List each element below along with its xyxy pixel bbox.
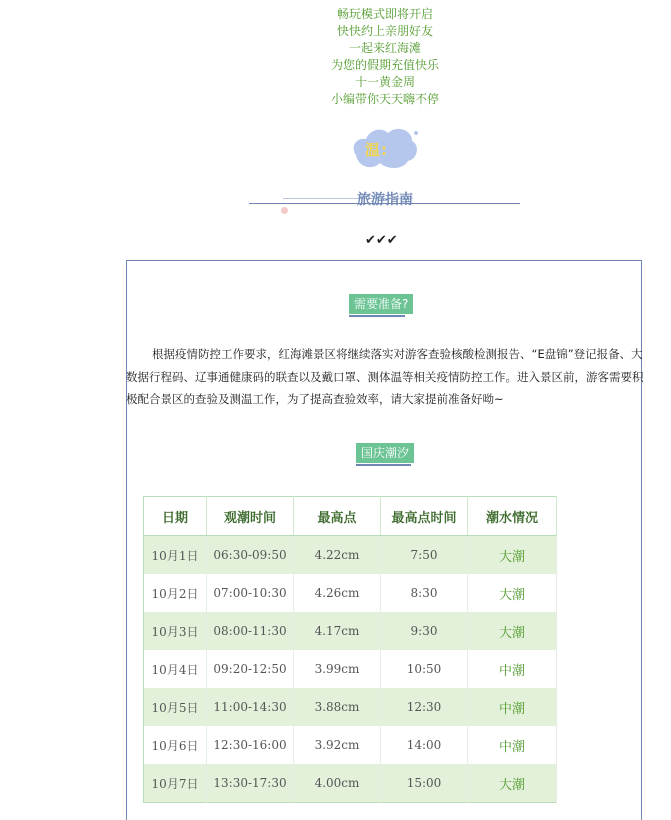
table-row xyxy=(144,612,557,650)
table-row xyxy=(144,688,557,726)
section-title: 旅游指南 xyxy=(357,192,413,208)
table-row xyxy=(144,536,557,575)
cell-peak-time: 14:00 xyxy=(381,726,468,764)
table-header-row xyxy=(144,497,557,536)
cell-peak-time: 15:00 xyxy=(381,764,468,803)
cell-tide-status: 大潮 xyxy=(468,764,557,803)
cell-peak: 4.26cm xyxy=(294,574,381,612)
header-peak-time: 最高点时间 xyxy=(381,497,468,536)
intro-text-block xyxy=(0,6,671,108)
tide-tag: 国庆潮汐 xyxy=(356,443,414,463)
cell-viewing-time: 13:30-17:30 xyxy=(207,764,294,803)
cell-viewing-time: 09:20-12:50 xyxy=(207,650,294,688)
tag-underline xyxy=(356,464,411,466)
intro-line: 快快约上亲朋好友 xyxy=(336,24,433,38)
cell-peak-time: 12:30 xyxy=(381,688,468,726)
table-row xyxy=(144,726,557,764)
cell-date: 10月5日 xyxy=(144,688,207,726)
cell-peak-time: 9:30 xyxy=(381,612,468,650)
cell-peak-time: 7:50 xyxy=(381,536,468,575)
cell-peak: 3.88cm xyxy=(294,688,381,726)
cell-date: 10月7日 xyxy=(144,764,207,803)
header-tide-status: 潮水情况 xyxy=(468,497,557,536)
tag-underline xyxy=(349,315,405,317)
cell-peak: 4.17cm xyxy=(294,612,381,650)
badge-text: 温: xyxy=(365,141,388,159)
cell-peak-time: 10:50 xyxy=(381,650,468,688)
cell-tide-status: 大潮 xyxy=(468,574,557,612)
tide-table xyxy=(143,496,557,803)
intro-line: 一起来红海滩 xyxy=(348,41,421,55)
cell-date: 10月4日 xyxy=(144,650,207,688)
header-peak: 最高点 xyxy=(294,497,381,536)
cell-tide-status: 大潮 xyxy=(468,536,557,575)
table-row xyxy=(144,574,557,612)
cell-date: 10月1日 xyxy=(144,536,207,575)
cell-date: 10月6日 xyxy=(144,726,207,764)
cell-viewing-time: 07:00-10:30 xyxy=(207,574,294,612)
intro-line: 畅玩模式即将开启 xyxy=(336,7,433,21)
cell-peak: 3.99cm xyxy=(294,650,381,688)
header-date: 日期 xyxy=(144,497,207,536)
checkmark-icons: ✔✔✔ xyxy=(365,233,398,248)
cell-peak: 4.00cm xyxy=(294,764,381,803)
table-row xyxy=(144,764,557,803)
cell-date: 10月3日 xyxy=(144,612,207,650)
cell-viewing-time: 06:30-09:50 xyxy=(207,536,294,575)
cell-tide-status: 大潮 xyxy=(468,612,557,650)
cell-peak: 3.92cm xyxy=(294,726,381,764)
cell-peak: 4.22cm xyxy=(294,536,381,575)
cell-tide-status: 中潮 xyxy=(468,650,557,688)
cell-tide-status: 中潮 xyxy=(468,726,557,764)
intro-line: 为您的假期充值快乐 xyxy=(330,58,439,72)
cell-viewing-time: 08:00-11:30 xyxy=(207,612,294,650)
cell-viewing-time: 12:30-16:00 xyxy=(207,726,294,764)
intro-line: 小编带你天天嗨不停 xyxy=(330,92,439,106)
prep-tag: 需要准备? xyxy=(349,294,413,314)
table-row xyxy=(144,650,557,688)
cell-date: 10月2日 xyxy=(144,574,207,612)
cell-peak-time: 8:30 xyxy=(381,574,468,612)
cell-viewing-time: 11:00-14:30 xyxy=(207,688,294,726)
prep-paragraph: 根据疫情防控工作要求，红海滩景区将继续落实对游客查验核酸检测报告、“E盘锦”登记报备、大数据行程码、辽事通健康码的联查以及戴口罩、测体温等相关疫情防控工作。进入景区前，游客需要积极配合景区的查验及测温工作，为了提高查验效率，请大家提前准备好呦~ xyxy=(126,347,644,406)
decorative-dot xyxy=(281,207,288,214)
header-viewing-time: 观潮时间 xyxy=(207,497,294,536)
cell-tide-status: 中潮 xyxy=(468,688,557,726)
intro-line: 十一黄金周 xyxy=(354,75,415,89)
